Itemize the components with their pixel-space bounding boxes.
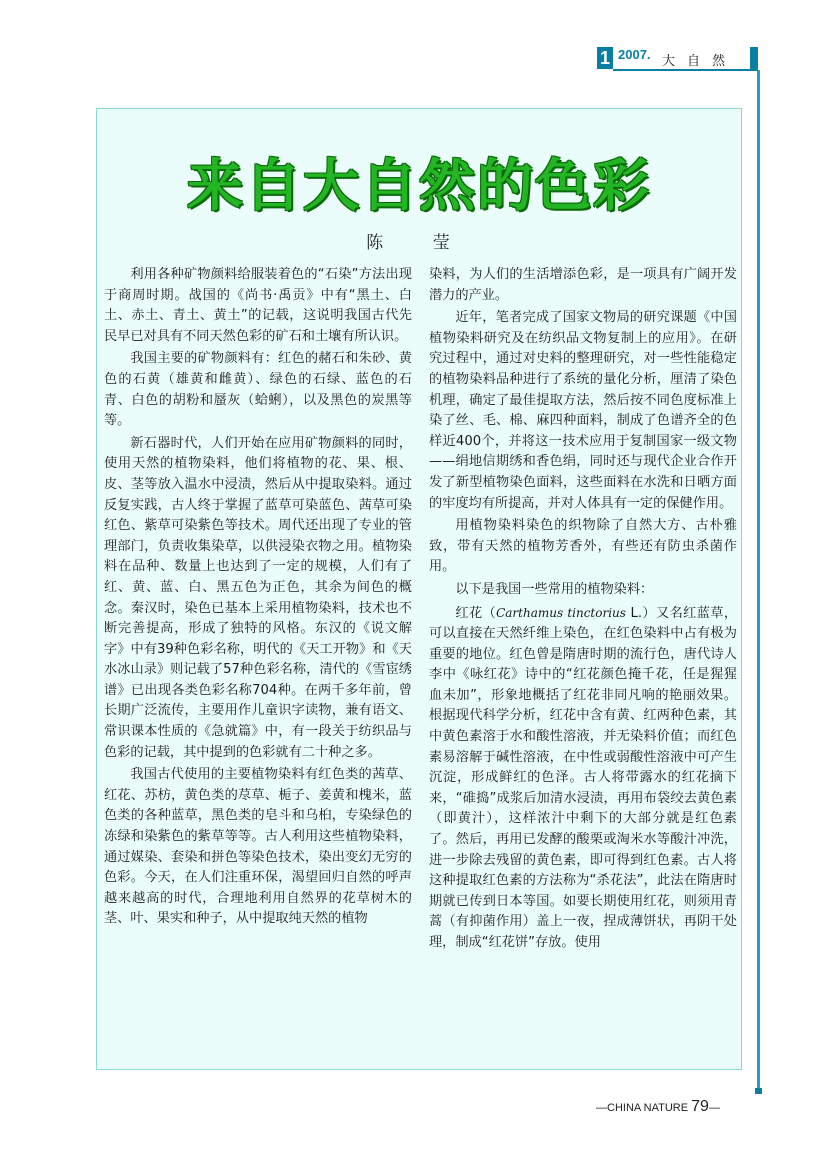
paragraph-start: 红花（: [455, 605, 497, 621]
paragraph: 我国主要的矿物颜料有：红色的赭石和朱砂、黄色的石黄（雄黄和雌黄）、绿色的石绿、蓝色的石青、白色的胡粉和蜃灰（蛤蜊），以及黑色的炭黑等等。: [104, 351, 412, 429]
issue-year: 2007.: [618, 47, 651, 62]
paragraph-rest: L.）又名红蓝草，可以直接在天然纤维上染色，在红色染料中占有极为重要的地位。红色曾是隋唐时期的流行色，唐代诗人李中《咏红花》诗中的“红花颜色掩千花，任是猩猩血未加”，形象地概括了红花非同凡响的艳丽效果。根据现代科学分析，红花中含有黄、红两种色素，其中黄色素溶于水和酸性溶液，并无染料价值；而红色素易溶解于碱性溶液，在中性或弱酸性溶液中可产生沉淀，形成鲜红的色泽。古人将带露水的红花摘下来，“碓捣”成浆后加清水浸渍，再用布袋绞去黄色素（即黄汁），这样浓汁中剩下的大部分就是红色素了。然后，再用已发酵的酸栗或淘米水等酸汁冲洗，进一步除去残留的黄色素，即可得到红色素。古人将这种提取红色素的方法称为“杀花法”，此法在隋唐时期就已传到日本等国。如要长期使用红花，则须用青蒿（有抑菌作用）盖上一夜，捏成薄饼状，再阴干处理，制成“红花饼”存放。使用: [429, 605, 738, 950]
paragraph: 用植物染料染色的织物除了自然大方、古朴雅致，带有天然的植物芳香外，有些还有防虫杀菌作用。: [429, 518, 737, 575]
magazine-name: 大自然: [662, 54, 738, 69]
right-column: [429, 265, 737, 954]
paragraph: 利用各种矿物颜料给服装着色的“石染”方法出现于商周时期。战国的《尚书·禹贡》中有“黑土、白土、赤土、青土、黄土”的记载，这说明我国古代先民早已对具有不同天然色彩的矿石和土壤有所认识。: [104, 267, 412, 344]
article-title: 来自大自然的色彩: [187, 154, 651, 219]
issue-number-badge: 1: [597, 47, 613, 69]
latin-name: Carthamus tinctorius: [496, 605, 626, 620]
left-column: [104, 265, 412, 930]
paragraph-continuation: 染料，为人们的生活增添色彩，是一项具有广阔开发潜力的产业。: [429, 267, 737, 303]
page-footer: —CHINA NATURE 79—: [596, 1098, 720, 1115]
paragraph: 以下是我国一些常用的植物染料：: [455, 581, 654, 597]
paragraph: 我国古代使用的主要植物染料有红色类的茜草、红花、苏枋，黄色类的荩草、栀子、姜黄和槐米，蓝色类的各种蓝草，黑色类的皂斗和乌桕，专染绿色的冻绿和染紫色的紫草等等。古人利用这些植物染料，通过媒染、套染和拼色等染色技术，染出变幻无穷的色彩。今天，在人们注重环保，渴望回归自然的呼声越来越高的时代，合理地利用自然界的花草树木的茎、叶、果实和种子，从中提取纯天然的植物: [104, 767, 412, 927]
paragraph: 近年，笔者完成了国家文物局的研究课题《中国植物染料研究及在纺织品文物复制上的应用》。在研究过程中，通过对史料的整理研究，对一些性能稳定的植物染料品种进行了系统的量化分析，厘清了染色机理，确定了最佳提取方法，然后按不同色度标准上染了丝、毛、棉、麻四种面料，制成了色谱齐全的色样近400个，并将这一技术应用于复制国家一级文物——绢地信期绣和香色绢，同时还与现代企业合作开发了新型植物染色面料，这些面料在水洗和日晒方面的牢度均有所提高，并对人体具有一定的保健作用。: [429, 310, 737, 511]
paragraph-safflower: [429, 603, 737, 954]
side-rule: [757, 70, 760, 1092]
footer-label: CHINA NATURE: [607, 1102, 689, 1114]
side-rule-end: [755, 1088, 762, 1094]
header-tab: [750, 47, 758, 71]
paragraph: 新石器时代，人们开始在应用矿物颜料的同时，使用天然的植物染料，他们将植物的花、果、根、皮、茎等放入温水中浸渍，然后从中提取染料。通过反复实践，古人终于掌握了蓝草可染蓝色、茜草可染红色、紫草可染紫色等技术。周代还出现了专业的管理部门，负责收集染草，以供浸染衣物之用。植物染料在品种、数量上也达到了一定的规模，人们有了红、黄、蓝、白、黑五色为正色，其余为间色的概念。秦汉时，染色已基本上采用植物染料，技术也不断完善提高，形成了独特的风格。东汉的《说文解字》中有39种色彩名称，明代的《天工开物》和《天水冰山录》则记载了57种色彩名称，清代的《雪宦绣谱》已出现各类色彩名称704种。在两千多年前，曾长期广泛流传，主要用作儿童识字读物，兼有语文、常识课本性质的《急就篇》中，有一段关于纺织品与色彩的记载，其中提到的色彩就有二十种之多。: [104, 435, 412, 760]
article-author: 陈 莹: [366, 233, 472, 253]
page-number: 79: [691, 1098, 709, 1115]
